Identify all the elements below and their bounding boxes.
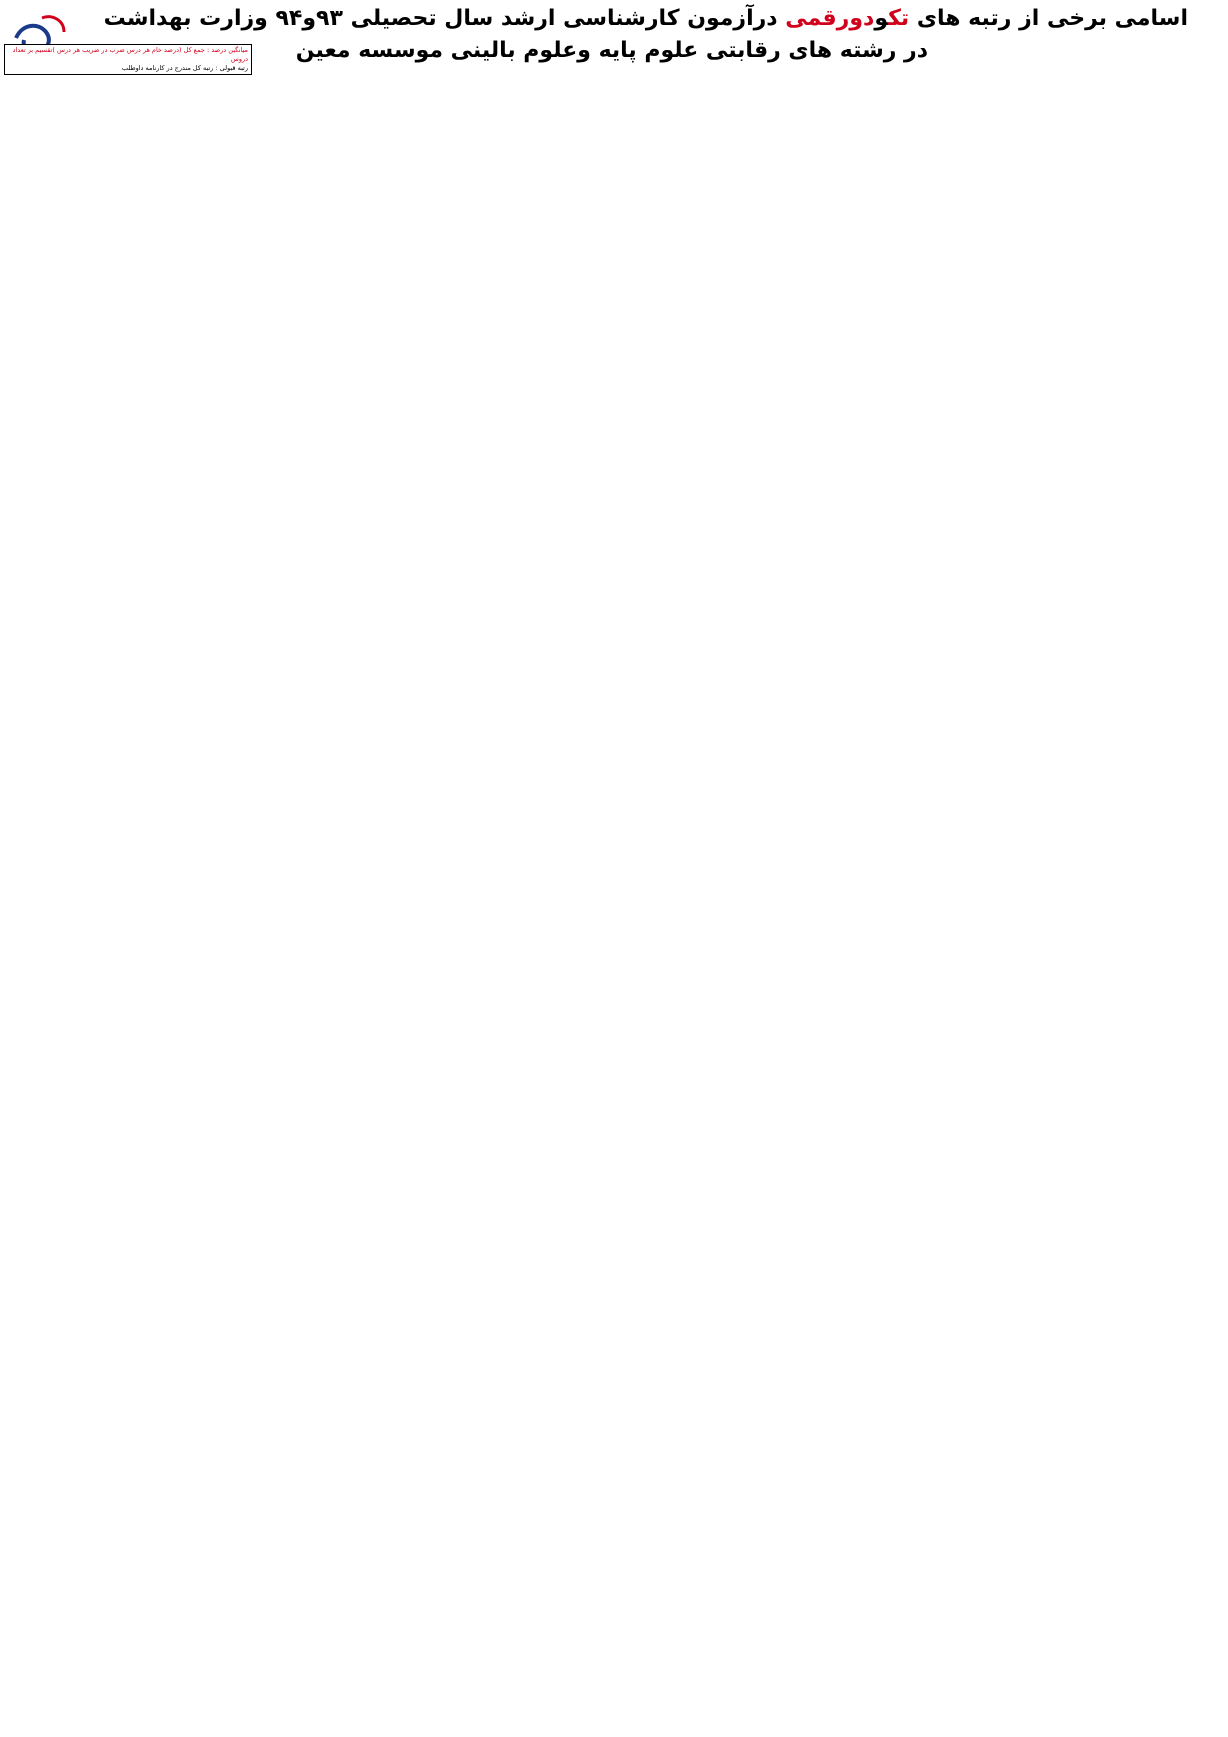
title-highlight: تک bbox=[888, 6, 910, 31]
title-part: درآزمون کارشناسی ارشد سال تحصیلی ۹۳و۹۴ وزارت بهداشت bbox=[103, 6, 778, 31]
title-part: اسامی برخی از رتبه های bbox=[916, 6, 1188, 31]
note-line: میانگین درصد : جمع کل (درصد خام هر درس ضرب در ضریب هر درس )تقسیم بر تعداد دروس bbox=[12, 46, 248, 63]
title-part: و bbox=[874, 6, 889, 31]
page-title bbox=[48, 6, 1188, 31]
title-highlight: دورقمی bbox=[785, 6, 875, 31]
page-header bbox=[0, 0, 1228, 76]
page-subtitle: در رشته های رقابتی علوم پایه وعلوم بالینی موسسه معین bbox=[295, 38, 928, 63]
note-line: رتبه قبولی : رتبه کل مندرج در کارنامه داوطلب bbox=[121, 64, 248, 72]
legend-note bbox=[4, 44, 252, 75]
